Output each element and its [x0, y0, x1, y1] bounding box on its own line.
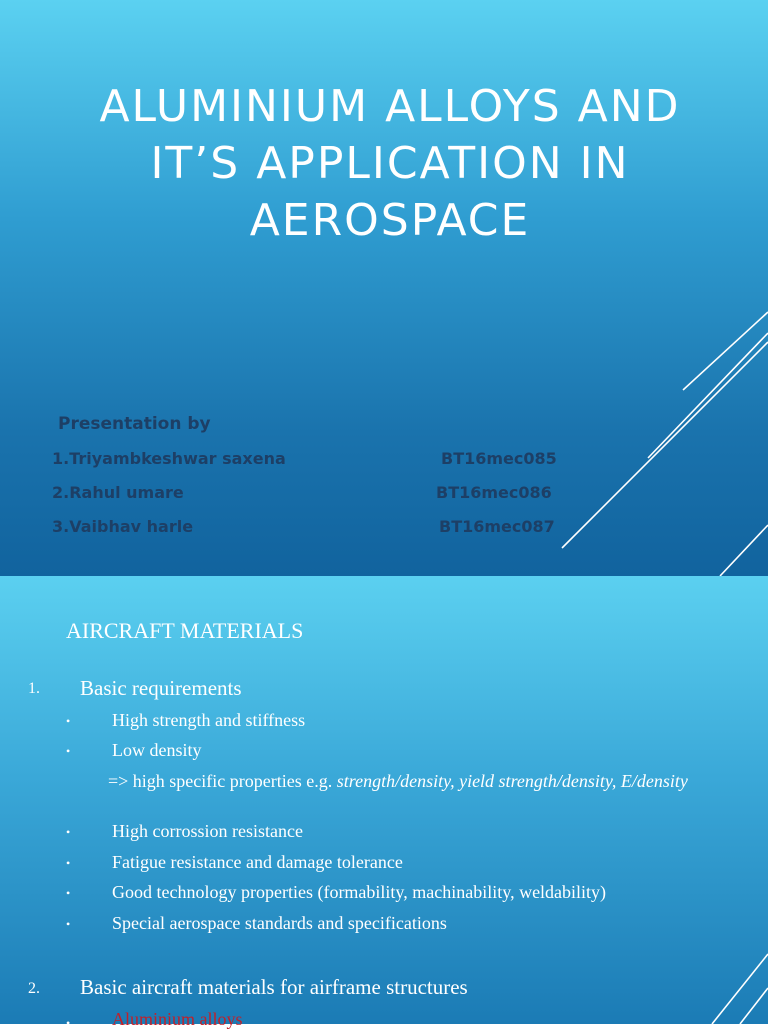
deco-line-3 — [562, 342, 768, 548]
deco-line-1 — [648, 333, 768, 458]
presentation-by-label: Presentation by — [58, 414, 211, 434]
requirement-item: Fatigue resistance and damage tolerance — [112, 852, 403, 872]
author-name-3: 3.Vaibhav harle — [52, 517, 194, 536]
requirement-item: Low density — [112, 740, 202, 760]
section-heading-airframe-materials: Basic aircraft materials for airframe structures — [80, 975, 468, 999]
bullet-glyph: • — [66, 714, 71, 728]
deco-line-4 — [720, 525, 768, 576]
author-name-2: 2.Rahul umare — [52, 483, 184, 502]
author-id-3: BT16mec087 — [439, 517, 555, 536]
bullet-glyph: • — [66, 917, 71, 931]
author-id-2: BT16mec086 — [436, 483, 552, 502]
section-number-1: 1. — [28, 680, 40, 697]
specific-properties-note — [108, 772, 728, 791]
title-line-2: IT’S APPLICATION IN — [150, 138, 630, 189]
requirement-item: High corrossion resistance — [112, 821, 303, 841]
bullet-glyph: • — [66, 744, 71, 758]
materials-slide-title: AIRCRAFT MATERIALS — [66, 618, 304, 643]
section-number-2: 2. — [28, 980, 40, 997]
bullet-glyph: • — [66, 1016, 71, 1030]
bullet-glyph: • — [66, 856, 71, 870]
title-line-1: ALUMINIUM ALLOYS AND — [99, 81, 681, 132]
author-name-1: 1.Triyambkeshwar saxena — [52, 449, 286, 468]
material-item-aluminium: Aluminium alloys — [112, 1009, 243, 1029]
bullet-glyph: • — [66, 825, 71, 839]
note-prefix: => high specific properties e.g. — [108, 771, 337, 791]
note-italic: strength/density, yield strength/density, E/density — [336, 771, 688, 791]
deco-line-5 — [712, 954, 768, 1024]
requirement-item: Good technology properties (formability, machinability, weldability) — [112, 882, 607, 902]
author-id-1: BT16mec085 — [441, 449, 557, 468]
bullet-glyph: • — [66, 886, 71, 900]
requirement-item: Special aerospace standards and specifications — [112, 913, 447, 933]
section-heading-basic-requirements: Basic requirements — [80, 676, 242, 700]
title-line-3: AEROSPACE — [249, 195, 531, 246]
deco-line-6 — [740, 988, 768, 1024]
requirement-item: High strength and stiffness — [112, 710, 306, 730]
